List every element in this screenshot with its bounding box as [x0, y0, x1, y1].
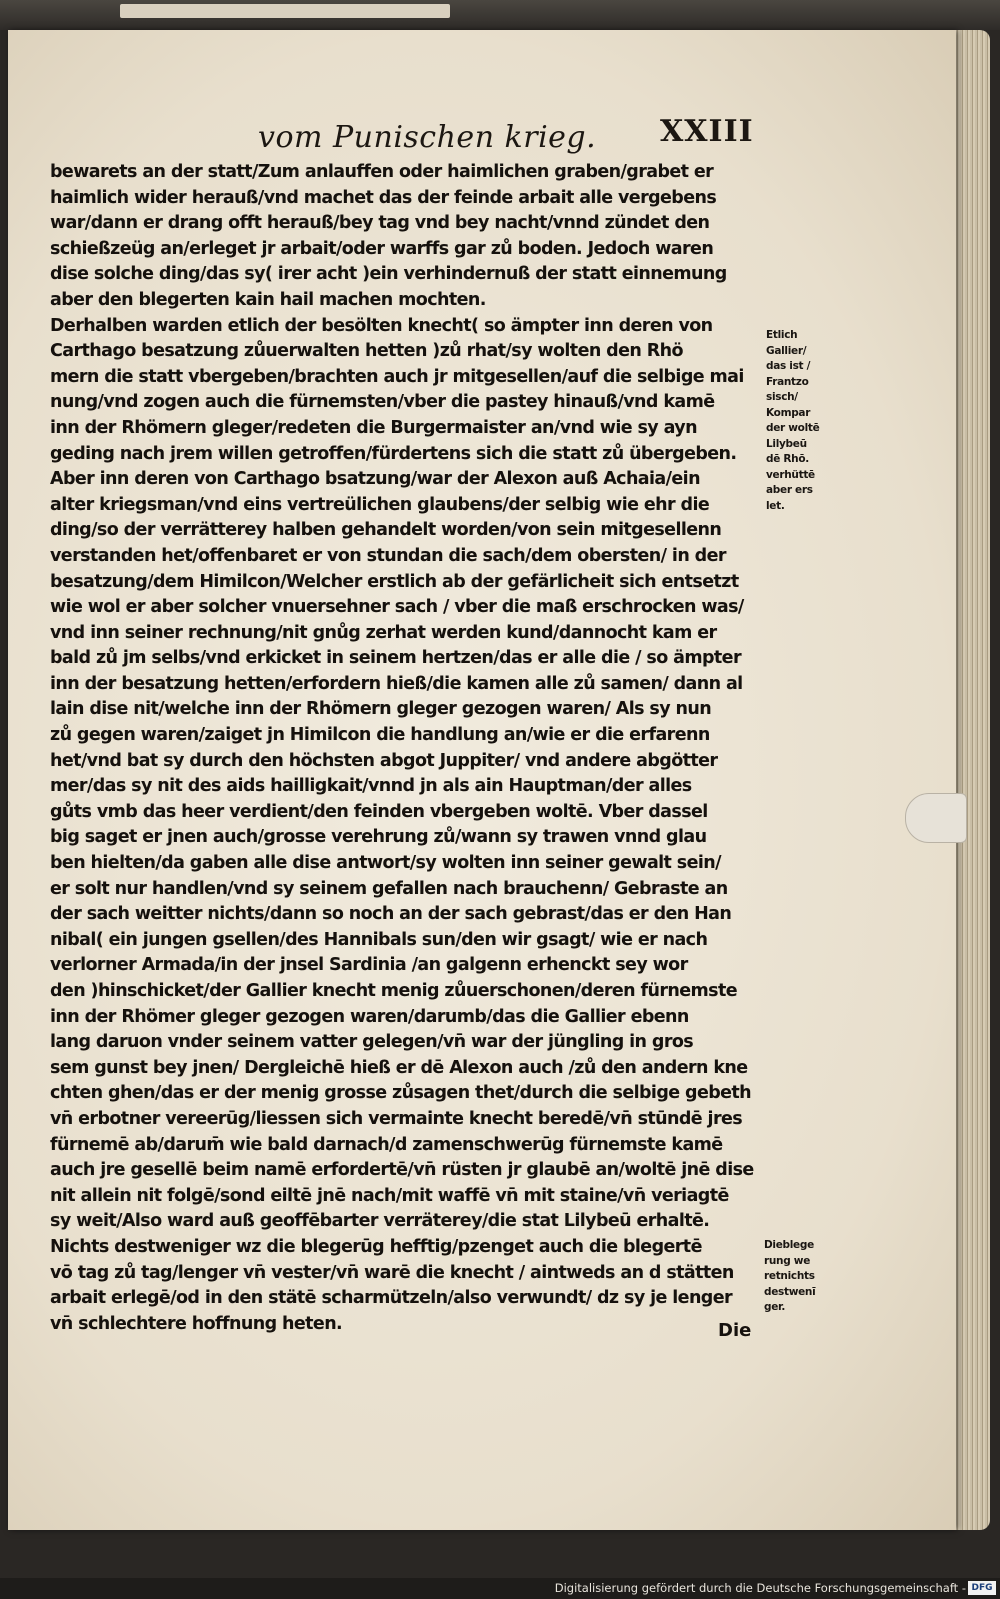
text-line: vnd inn seiner rechnung/nit gnůg zerhat werden kund/dannocht kam er: [50, 622, 717, 643]
text-line: nung/vnd zogen auch die fürnemsten/vber die pastey hinauß/vnd kamē: [50, 392, 715, 413]
text-line: Aber inn deren von Carthago bsatzung/war der Alexon auß Achaia/ein: [50, 469, 700, 490]
text-line: nit allein nit folgē/sond eiltē jnē nach/mit waffē vn̄ mit staine/vn̄ veriagtē: [50, 1185, 729, 1206]
marginal-line: ger.: [764, 1301, 786, 1313]
text-line: vn̄ schlechtere hoffnung heten.: [50, 1313, 343, 1334]
text-line: nibal( ein jungen gsellen/des Hannibals sun/den wir gsagt/ wie er nach: [50, 929, 708, 950]
text-line: chten ghen/das er der menig grosse zůsagen thet/durch die selbige gebeth: [50, 1083, 752, 1104]
text-line: inn der Rhömer gleger gezogen waren/darumb/das die Gallier ebenn: [50, 1006, 689, 1027]
main-text-block: [50, 160, 765, 1337]
text-line: Derhalben warden etlich der besölten knecht( so ämpter inn deren von: [50, 315, 713, 336]
dfg-logo: DFG: [968, 1581, 996, 1595]
text-line: wie wol er aber solcher vnuersehner sach / vber die maß erschrocken was/: [50, 597, 744, 618]
marginal-line: Lilybeū: [766, 437, 807, 450]
marginal-note-2: [764, 1238, 834, 1316]
text-line: inn der Rhömern gleger/redeten die Burgermaister an/vnd wie sy ayn: [50, 417, 697, 438]
text-line: big saget er jnen auch/grosse verehrung zů/wann sy trawen vnnd glau: [50, 827, 707, 848]
catchword: Die: [718, 1320, 752, 1341]
marginal-line: der woltē: [766, 422, 820, 434]
text-line: besatzung/dem Himilcon/Welcher erstlich ab der gefärlicheit sich entsetzt: [50, 571, 739, 592]
scanner-top-strip: [0, 0, 1000, 30]
text-line: dise solche ding/das sy( irer acht )ein verhindernuß der statt einnemung: [50, 264, 727, 285]
text-line: den )hinschicket/der Gallier knecht menig zůuerschonen/deren fürnemste: [50, 981, 738, 1001]
text-line: war/dann er drang offt herauß/bey tag vnd bey nacht/vnnd zündet den: [50, 213, 710, 234]
text-line: lain dise nit/welche inn der Rhömern gleger gezogen waren/ Als sy nun: [50, 699, 712, 720]
text-line: lang daruon vnder seinem vatter gelegen/vn̄ war der jüngling in gros: [50, 1032, 694, 1053]
text-line: schießzeüg an/erleget jr arbait/oder warffs gar zů boden. Jedoch waren: [50, 238, 714, 259]
marginal-line: retnichts: [764, 1270, 815, 1282]
text-line: vn̄ erbotner vereerūg/liessen sich vermainte knecht beredē/vn̄ stūndē jres: [50, 1108, 743, 1129]
marginal-note-1: [766, 328, 836, 514]
book-page-edges: [950, 30, 990, 1530]
running-head: vom Punischen krieg.: [258, 120, 597, 155]
text-line: Nichts destweniger wz die blegerūg hefftig/pzenget auch die blegertē: [50, 1236, 702, 1257]
text-line: verstanden het/offenbaret er von stundan die sach/dem obersten/ in der: [50, 545, 726, 566]
text-line: zů gegen waren/zaiget jn Himilcon die handlung an/wie er die erfarenn: [50, 725, 710, 746]
text-line: bewarets an der statt/Zum anlauffen oder haimlichen graben/grabet er: [50, 162, 714, 182]
marginal-line: verhüttē: [766, 468, 815, 481]
marginal-line: Dieblege: [764, 1239, 814, 1251]
marginal-line: Etlich: [766, 329, 798, 341]
text-line: alter kriegsman/vnd eins vertreülichen glaubens/der selbig wie ehr die: [50, 494, 710, 515]
page-turn-tab[interactable]: [905, 793, 967, 843]
marginal-line: Frantzo: [766, 375, 809, 388]
marginal-line: Gallier/: [766, 344, 807, 357]
text-line: aber den blegerten kain hail machen mochten.: [50, 289, 486, 310]
text-line: sem gunst bey jnen/ Dergleichē hieß er dē Alexon auch /zů den andern kne: [50, 1057, 748, 1078]
marginal-line: destwenī: [764, 1285, 816, 1298]
folio-number: XXIII: [660, 114, 754, 149]
text-line: vō tag zů tag/lenger vn̄ vester/vn̄ warē die knecht / aintweds an d stätten: [50, 1262, 734, 1283]
scan-ruler: [120, 4, 450, 18]
text-line: er solt nur handlen/vnd sy seinem gefallen nach brauchenn/ Gebraste an: [50, 878, 728, 899]
text-line: ben hielten/da gaben alle dise antwort/sy wolten inn seiner gewalt sein/: [50, 853, 721, 874]
marginal-line: Kompar: [766, 406, 811, 419]
text-line: verlorner Armada/in der jnsel Sardinia /an galgenn erhenckt sey wor: [50, 955, 688, 976]
text-line: arbait erlegē/od in den stätē scharmützeln/also verwundt/ dz sy je lenger: [50, 1288, 733, 1309]
text-line: mern die statt vbergeben/brachten auch jr mitgesellen/auf die selbige mai: [50, 366, 744, 387]
marginal-line: das ist /: [766, 360, 811, 372]
text-line: ding/so der verrätterey halben gehandelt worden/von sein mitgesellenn: [50, 520, 722, 541]
text-line: inn der besatzung hetten/erfordern hieß/die kamen alle zů samen/ dann al: [50, 673, 743, 694]
text-line: bald zů jm selbs/vnd erkicket in seinem hertzen/das er alle die / so ämpter: [50, 648, 741, 669]
text-line: mer/das sy nit des aids hailligkait/vnnd jn als ain Hauptman/der alles: [50, 776, 692, 797]
text-line: het/vnd bat sy durch den höchsten abgot Juppiter/ vnd andere abgötter: [50, 750, 718, 771]
marginal-line: aber ers: [766, 484, 813, 496]
text-line: geding nach jrem willen getroffen/fürdertens sich die statt zů übergeben.: [50, 443, 737, 464]
text-line: Carthago besatzung zůuerwalten hetten )zů rhat/sy wolten den Rhö: [50, 341, 683, 362]
marginal-line: rung we: [764, 1254, 811, 1267]
text-line: auch jre gesellē beim namē erfordertē/vn̄ rüsten jr glaubē an/woltē jnē dise: [50, 1160, 754, 1181]
marginal-line: sisch/: [766, 391, 798, 403]
text-line: haimlich wider herauß/vnd machet das der feinde arbait alle vergebens: [50, 187, 717, 208]
text-line: der sach weitter nichts/dann so noch an der sach gebrast/das er den Han: [50, 904, 732, 925]
marginal-line: dē Rhō.: [766, 453, 809, 465]
text-line: fürnemē ab/darum̄ wie bald darnach/d zamenschwerūg fürnemste kamē: [50, 1134, 723, 1155]
marginal-line: let.: [766, 499, 785, 512]
funding-credit: Digitalisierung gefördert durch die Deutsche Forschungsgemeinschaft -: [554, 1581, 966, 1595]
text-line: sy weit/Also ward auß geoffēbarter verräterey/die stat Lilybeū erhaltē.: [50, 1211, 710, 1232]
text-line: gůts vmb das heer verdient/den feinden vbergeben woltē. Vber dassel: [50, 801, 708, 822]
